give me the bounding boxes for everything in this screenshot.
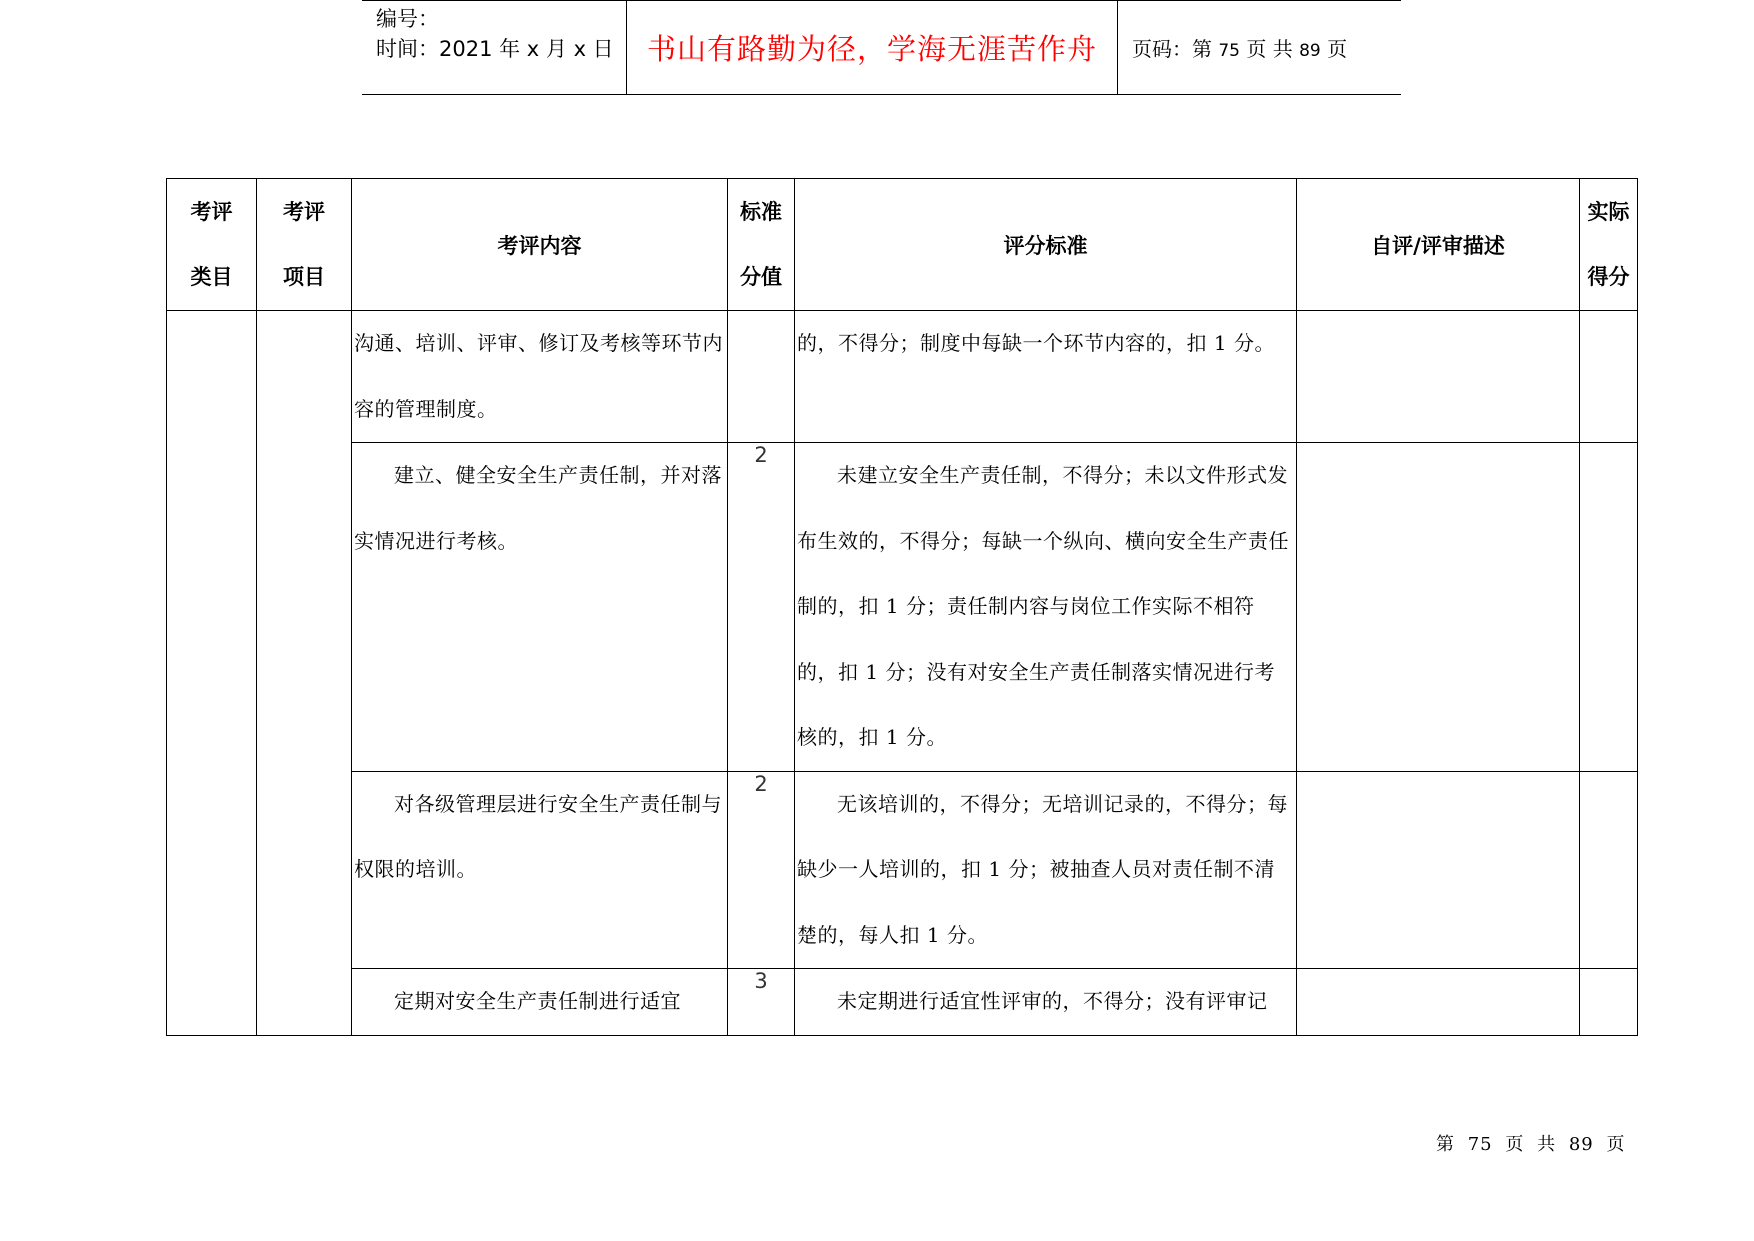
header-criteria: 评分标准 — [795, 179, 1297, 311]
content-text: 建立、健全安全生产责任制，并对落实情况进行考核。 — [354, 463, 722, 553]
header-standard-line2: 分值 — [740, 264, 782, 289]
evaluation-table — [166, 178, 1638, 1036]
footer-mid1: 页 — [1505, 1134, 1525, 1155]
criteria-text: 的，不得分；制度中每缺一个环节内容的，扣 1 分。 — [797, 331, 1275, 355]
content-text: 沟通、培训、评审、修订及考核等环节内容的管理制度。 — [354, 331, 723, 421]
score-cell — [728, 311, 795, 443]
header-description: 自评/评审描述 — [1297, 179, 1580, 311]
footer-total: 89 — [1568, 1134, 1594, 1155]
header-category-line2: 类目 — [190, 264, 233, 289]
content-cell — [352, 969, 728, 1036]
page-header — [362, 0, 1401, 95]
item-cell — [257, 311, 352, 1036]
header-meta-cell — [362, 1, 627, 94]
page-total: 89 — [1299, 41, 1321, 61]
table-row — [167, 969, 1638, 1036]
table-row — [167, 311, 1638, 443]
header-item — [257, 179, 352, 311]
description-cell — [1297, 443, 1580, 772]
table-row — [167, 771, 1638, 969]
content-text: 定期对安全生产责任制进行适宜 — [394, 989, 681, 1013]
content-cell — [352, 311, 728, 443]
page-suffix: 页 — [1327, 37, 1348, 61]
criteria-cell — [795, 311, 1297, 443]
header-category-line1: 考评 — [190, 199, 233, 224]
page-current: 75 — [1218, 41, 1240, 61]
criteria-cell — [795, 969, 1297, 1036]
actual-score-cell — [1580, 969, 1638, 1036]
footer-prefix: 第 — [1436, 1134, 1455, 1155]
criteria-cell — [795, 771, 1297, 969]
score-cell: 2 — [728, 443, 795, 772]
criteria-text: 未定期进行适宜性评审的，不得分；没有评审记 — [837, 989, 1268, 1013]
content-text: 对各级管理层进行安全生产责任制与权限的培训。 — [354, 791, 722, 881]
footer-mid2: 共 — [1537, 1134, 1557, 1155]
table-row — [167, 443, 1638, 772]
header-actual-score — [1580, 179, 1638, 311]
actual-score-cell — [1580, 311, 1638, 443]
content-cell — [352, 443, 728, 772]
content-cell — [352, 771, 728, 969]
description-cell — [1297, 969, 1580, 1036]
footer-current: 75 — [1467, 1134, 1493, 1155]
description-cell — [1297, 771, 1580, 969]
score-cell: 3 — [728, 969, 795, 1036]
header-standard-line1: 标准 — [740, 199, 782, 224]
code-label: 编号： — [376, 7, 439, 31]
header-item-line1: 考评 — [283, 199, 325, 224]
score-cell: 2 — [728, 771, 795, 969]
time-label: 时间：2021 年 x 月 x 日 — [376, 37, 614, 61]
header-page-info — [1132, 33, 1347, 62]
motto-text: 书山有路勤为径，学海无涯苦作舟 — [646, 32, 1097, 66]
header-actual-line1: 实际 — [1587, 199, 1630, 224]
header-category — [167, 179, 257, 311]
criteria-text: 未建立安全生产责任制，不得分；未以文件形式发布生效的，不得分；每缺一个纵向、横向安全生产责任制的，扣 1 分；责任制内容与岗位工作实际不相符的，扣 1 分；没有对安全生产责任制落实情况进行考核的，扣 1 分。 — [797, 463, 1289, 749]
description-cell — [1297, 311, 1580, 443]
category-cell — [167, 311, 257, 1036]
actual-score-cell — [1580, 771, 1638, 969]
criteria-text: 无该培训的，不得分；无培训记录的，不得分；每缺少一人培训的，扣 1 分；被抽查人员对责任制不清楚的，每人扣 1 分。 — [797, 791, 1288, 947]
criteria-cell — [795, 443, 1297, 772]
page-footer — [1436, 1130, 1631, 1156]
header-page-cell — [1118, 1, 1401, 94]
table-header-row — [167, 179, 1638, 311]
header-actual-line2: 得分 — [1587, 264, 1630, 289]
actual-score-cell — [1580, 443, 1638, 772]
header-standard-score — [728, 179, 795, 311]
page-prefix: 页码：第 — [1132, 37, 1212, 61]
header-item-line2: 项目 — [283, 264, 325, 289]
header-motto-cell — [627, 1, 1118, 94]
footer-suffix: 页 — [1606, 1134, 1626, 1155]
header-content: 考评内容 — [352, 179, 728, 311]
page-mid: 页 共 — [1246, 37, 1293, 61]
